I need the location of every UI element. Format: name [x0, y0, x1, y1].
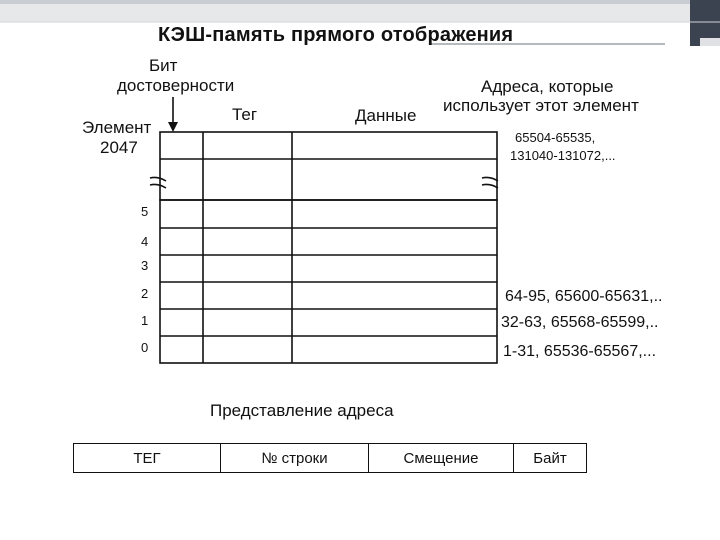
tag-column-label: Тег — [232, 105, 258, 124]
row-number-2: 2 — [141, 286, 149, 301]
row2-addresses: 64-95, 65600-65631,.. — [505, 288, 663, 305]
row0-addresses: 1-31, 65536-65567,... — [503, 343, 657, 360]
top-row-addresses-2: 131040-131072,... — [510, 148, 616, 163]
row-number-1: 1 — [141, 313, 149, 328]
valid-bit-label-1: Бит — [149, 56, 178, 75]
addresses-label-1: Адреса, которые — [481, 77, 614, 96]
row-number-4: 4 — [141, 234, 149, 249]
element-2047-label-2: 2047 — [100, 138, 138, 157]
slide-title: КЭШ-память прямого отображения — [158, 24, 514, 46]
address-representation-caption: Представление адреса — [210, 401, 394, 420]
data-column-label: Данные — [355, 106, 417, 125]
field-offset: Смещение — [368, 443, 513, 473]
row-number-5: 5 — [141, 204, 149, 219]
element-2047-label-1: Элемент — [82, 118, 152, 137]
addresses-label-2: использует этот элемент — [443, 96, 639, 115]
valid-bit-arrow — [168, 97, 178, 132]
field-tag: ТЕГ — [73, 443, 220, 473]
valid-bit-label-2: достоверности — [117, 76, 235, 95]
field-line-number: № строки — [220, 443, 368, 473]
row-number-3: 3 — [141, 258, 149, 273]
row-number-0: 0 — [141, 340, 149, 355]
field-byte: Байт — [513, 443, 587, 473]
row1-addresses: 32-63, 65568-65599,.. — [501, 314, 659, 331]
address-format-table — [73, 443, 587, 473]
top-row-addresses-1: 65504-65535, — [515, 130, 596, 145]
